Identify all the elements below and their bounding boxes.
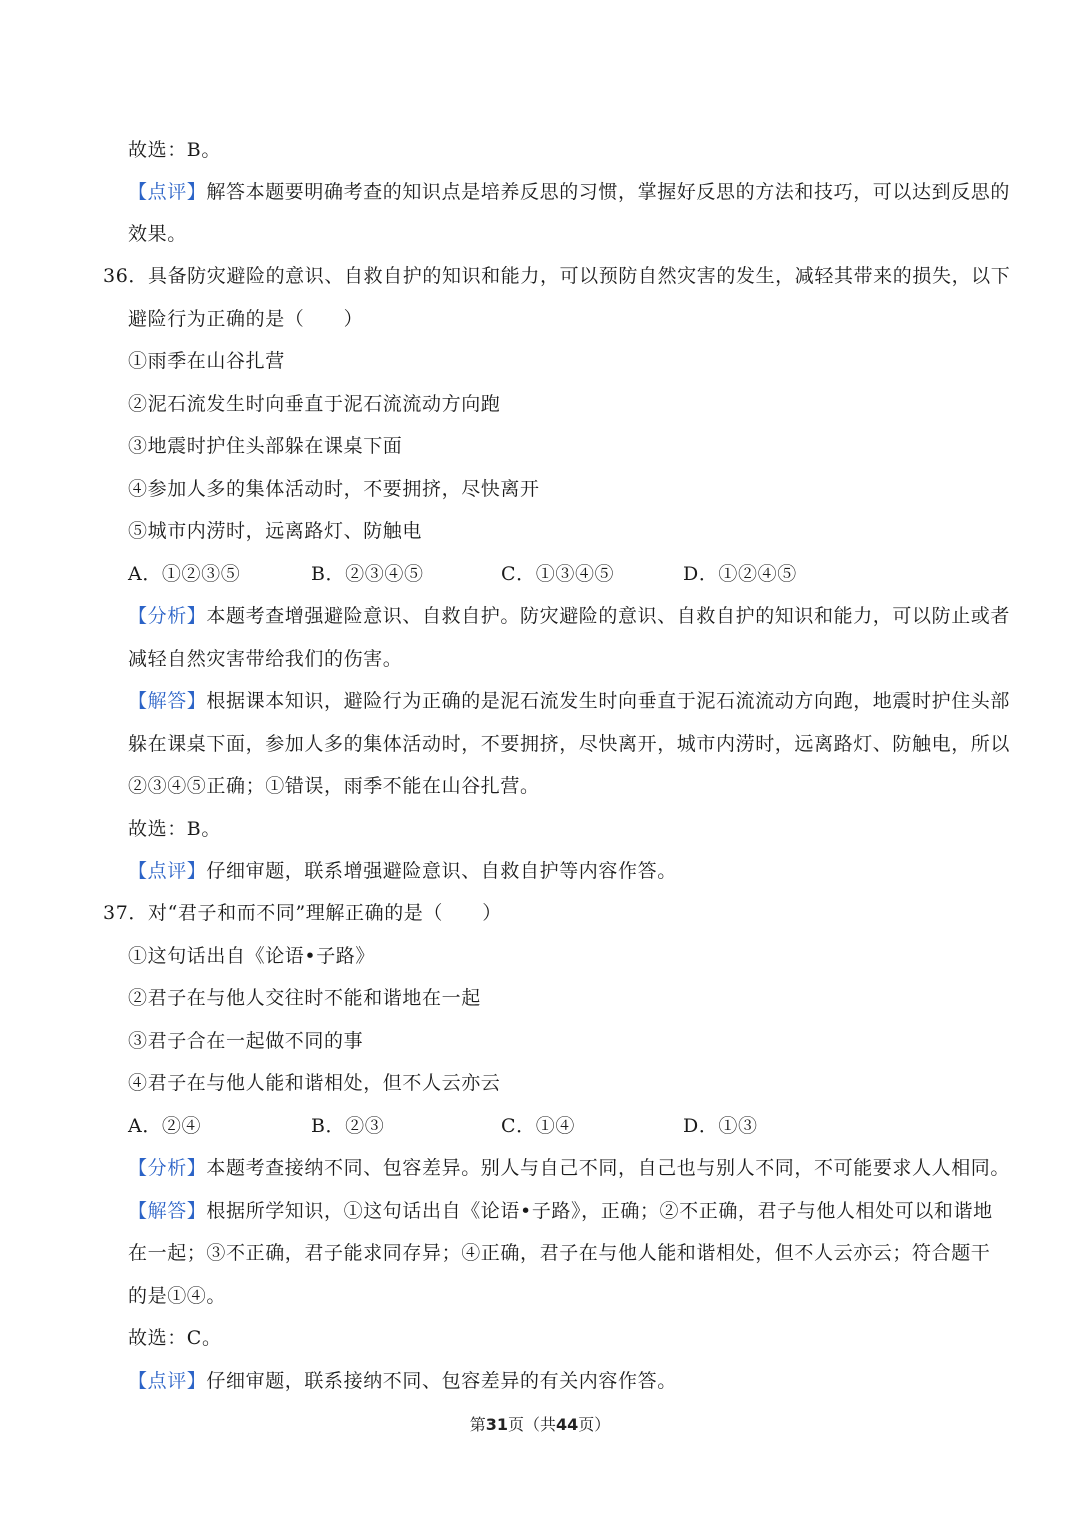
solution-tag: 【解答】: [128, 1200, 207, 1222]
solution-tag: 【解答】: [128, 690, 207, 712]
option-c: C．①④: [501, 1115, 575, 1137]
review-line: [128, 1366, 677, 1396]
review-text: 仔细审题，联系增强避险意识、自救自护等内容作答。: [206, 860, 677, 882]
analysis-tag: 【分析】: [128, 605, 207, 627]
analysis-text: 本题考查增强避险意识、自救自护。防灾避险的意识、自救自护的知识和能力，可以防止或者: [206, 605, 1011, 627]
page-footer: [0, 1412, 1080, 1438]
solution-line-cont: 躲在课桌下面，参加人多的集体活动时，不要拥挤，尽快离开，城市内涝时，远离路灯、防触电，所以: [128, 733, 1011, 755]
solution-line-cont: 的是①④。: [128, 1285, 227, 1307]
question-37-item: ②君子在与他人交往时不能和谐地在一起: [128, 987, 481, 1009]
solution-text: 根据所学知识，①这句话出自《论语•子路》，正确；②不正确，君子与他人相处可以和谐地: [206, 1200, 993, 1222]
question-36-item: ③地震时护住头部躲在课桌下面: [128, 435, 403, 457]
option-d: D．①②④⑤: [683, 563, 797, 585]
solution-line-cont: ②③④⑤正确；①错误，雨季不能在山谷扎营。: [128, 775, 540, 797]
option-a: A．①②③⑤: [128, 563, 241, 585]
option-c: C．①③④⑤: [501, 563, 615, 585]
option-b: B．②③④⑤: [311, 563, 424, 585]
total-pages: 44: [556, 1415, 579, 1434]
question-37-item: ③君子合在一起做不同的事: [128, 1030, 364, 1052]
option-d: D．①③: [683, 1115, 758, 1137]
review-line-cont: 效果。: [128, 223, 187, 245]
question-37-item: ④君子在与他人能和谐相处，但不人云亦云: [128, 1072, 501, 1094]
question-36-stem-cont: 避险行为正确的是（ ）: [128, 308, 364, 330]
footer-prefix: 第: [469, 1415, 486, 1434]
review-text: 解答本题要明确考查的知识点是培养反思的习惯，掌握好反思的方法和技巧，可以达到反思的: [206, 181, 1011, 203]
review-text: 仔细审题，联系接纳不同、包容差异的有关内容作答。: [206, 1370, 677, 1392]
answer-line: 故选：C。: [128, 1327, 222, 1349]
solution-text: 根据课本知识，避险行为正确的是泥石流发生时向垂直于泥石流流动方向跑，地震时护住头部: [206, 690, 1011, 712]
analysis-line: [128, 1153, 1010, 1183]
answer-line: 故选：B。: [128, 818, 221, 840]
page-number: 31: [485, 1415, 508, 1434]
review-line: [128, 856, 677, 886]
review-tag: 【点评】: [128, 860, 207, 882]
question-36-item: ⑤城市内涝时，远离路灯、防触电: [128, 520, 423, 542]
footer-suffix: 页）: [578, 1415, 611, 1434]
question-37-stem: 37．对“君子和而不同”理解正确的是（ ）: [103, 902, 502, 924]
option-b: B．②③: [311, 1115, 385, 1137]
solution-line-cont: 在一起；③不正确，君子能求同存异；④正确，君子在与他人能和谐相处，但不人云亦云；符合题干: [128, 1242, 991, 1264]
question-36-item: ④参加人多的集体活动时，不要拥挤，尽快离开: [128, 478, 540, 500]
question-37-item: ①这句话出自《论语•子路》: [128, 945, 376, 967]
solution-line: [128, 686, 1010, 716]
solution-line: [128, 1196, 993, 1226]
analysis-text: 本题考查接纳不同、包容差异。别人与自己不同，自己也与别人不同，不可能要求人人相同。: [206, 1157, 1011, 1179]
option-a: A．②④: [128, 1115, 202, 1137]
answer-line: 故选：B。: [128, 139, 221, 161]
analysis-line: [128, 601, 1010, 631]
analysis-tag: 【分析】: [128, 1157, 207, 1179]
review-tag: 【点评】: [128, 1370, 207, 1392]
question-36-item: ②泥石流发生时向垂直于泥石流流动方向跑: [128, 393, 501, 415]
footer-mid: 页（共: [507, 1415, 556, 1434]
question-36-item: ①雨季在山谷扎营: [128, 350, 285, 372]
review-line: [128, 177, 1010, 207]
analysis-line-cont: 减轻自然灾害带给我们的伤害。: [128, 648, 403, 670]
review-tag: 【点评】: [128, 181, 207, 203]
question-36-stem: 36．具备防灾避险的意识、自救自护的知识和能力，可以预防自然灾害的发生，减轻其带来的损失，以下: [103, 265, 1011, 287]
